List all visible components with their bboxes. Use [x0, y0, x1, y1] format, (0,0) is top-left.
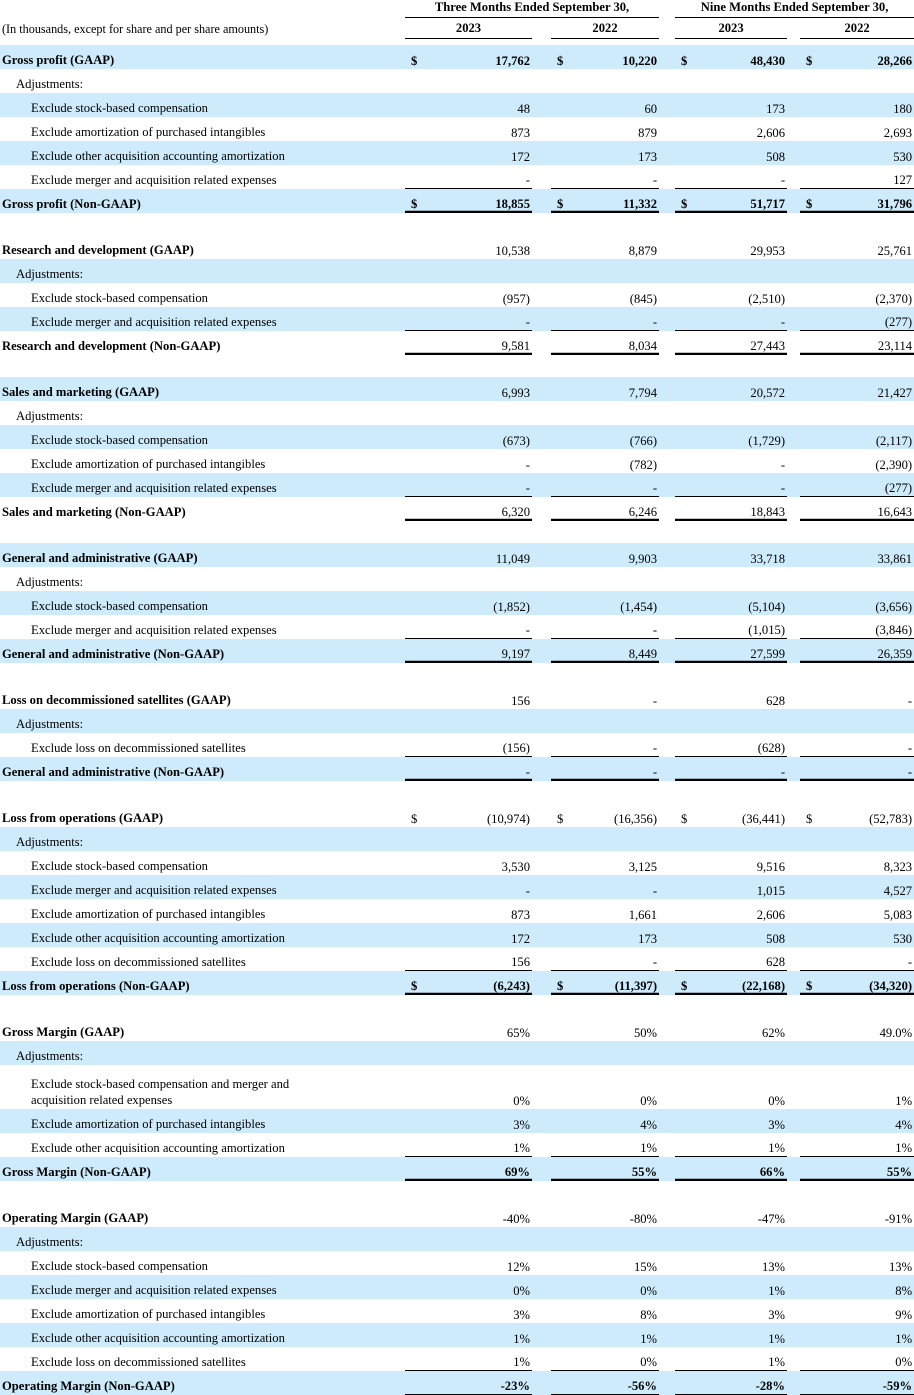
cell-value: 879: [638, 125, 658, 140]
cell-value: -: [573, 757, 659, 781]
cell-value: 1%: [699, 1323, 787, 1347]
cell-value: 20,572: [699, 377, 787, 401]
table-row: [0, 827, 914, 851]
cell-value: 11,332: [573, 189, 659, 213]
cell-value: 10,538: [495, 243, 530, 258]
currency-symbol: $: [806, 811, 813, 826]
row-label: General and administrative (GAAP): [0, 543, 405, 567]
table-row: [0, 803, 914, 827]
cell-value: -: [573, 307, 659, 331]
row-label: Exclude stock-based compensation: [0, 591, 405, 615]
row-label: Exclude loss on decommissioned satellites: [31, 954, 246, 969]
cell-value: (5,104): [699, 591, 787, 615]
table-row: [0, 283, 914, 307]
cell-value: 8,323: [883, 859, 913, 874]
cell-value: -: [431, 473, 532, 497]
table-row: [0, 259, 914, 283]
cell-value: 13%: [761, 1259, 786, 1274]
cell-value: 48,430: [699, 45, 787, 69]
cell-value: 17,762: [431, 45, 532, 69]
table-row: [0, 971, 914, 995]
cell-value: 4%: [824, 1109, 914, 1133]
table-row: [0, 1065, 914, 1109]
cell-value: (1,454): [573, 591, 659, 615]
cell-value: 1%: [895, 1093, 913, 1108]
cell-value: 1%: [824, 1323, 914, 1347]
cell-value: (6,243): [431, 971, 532, 995]
currency-symbol: $: [405, 45, 431, 69]
cell-value: 9,903: [573, 543, 659, 567]
row-label: Exclude merger and acquisition related expenses: [0, 473, 405, 497]
section-spacer: [0, 213, 914, 235]
adjustments-label: Adjustments:: [0, 259, 405, 283]
cell-value: 9,516: [756, 859, 786, 874]
cell-value: 0%: [573, 1275, 659, 1299]
units-note: (In thousands, except for share and per share amounts): [2, 21, 269, 36]
cell-value: 13%: [889, 1259, 913, 1274]
header-three-months: Three Months Ended September 30,: [405, 0, 659, 18]
row-label: Exclude merger and acquisition related expenses: [31, 622, 277, 637]
row-label: Exclude merger and acquisition related expenses: [0, 1275, 405, 1299]
row-label: Exclude amortization of purchased intangibles: [31, 1306, 266, 1321]
cell-value: -40%: [502, 1211, 530, 1226]
cell-value: 628: [766, 693, 786, 708]
cell-value: -: [824, 947, 914, 971]
currency-symbol: $: [800, 45, 824, 69]
header-group-row: [0, 0, 914, 18]
section-spacer: [0, 995, 914, 1017]
row-label: Exclude loss on decommissioned satellites: [31, 1354, 246, 1369]
cell-value: 0%: [513, 1093, 530, 1108]
cell-value: 21,427: [824, 377, 914, 401]
cell-value: -: [431, 307, 532, 331]
currency-symbol: $: [675, 45, 699, 69]
adjustments-label: Adjustments:: [0, 827, 405, 851]
cell-value: 1%: [699, 1275, 787, 1299]
cell-value: (22,168): [699, 971, 787, 995]
cell-value: -: [573, 947, 659, 971]
cell-value: 55%: [573, 1157, 659, 1181]
cell-value: (10,974): [486, 811, 530, 826]
cell-value: 5,083: [883, 907, 913, 922]
table-row: [0, 1251, 914, 1275]
adjustments-label: Adjustments:: [0, 1041, 405, 1065]
row-label: Gross profit (Non-GAAP): [0, 189, 405, 213]
cell-value: 0%: [573, 1347, 659, 1371]
table-row: [0, 141, 914, 165]
currency-symbol: $: [557, 811, 564, 826]
row-label: Exclude stock-based compensation: [31, 290, 208, 305]
header-year-q3-2022: 2022: [551, 18, 659, 39]
table-row: [0, 69, 914, 93]
cell-value: 6,246: [573, 497, 659, 521]
cell-value: -: [699, 757, 787, 781]
cell-value: 48: [431, 93, 532, 117]
row-label: Sales and marketing (GAAP): [0, 377, 405, 401]
cell-value: 3,125: [628, 859, 658, 874]
table-row: [0, 1371, 914, 1395]
adjustments-label: Adjustments:: [0, 1227, 405, 1251]
row-label: Exclude amortization of purchased intangibles: [31, 456, 266, 471]
cell-value: -: [573, 165, 659, 189]
cell-value: 173: [699, 93, 787, 117]
cell-value: 49.0%: [879, 1025, 913, 1040]
cell-value: 0%: [640, 1093, 658, 1108]
cell-value: 180: [824, 93, 914, 117]
section-spacer: [0, 1181, 914, 1203]
cell-value: 31,796: [824, 189, 914, 213]
row-label: Exclude merger and acquisition related expenses: [0, 875, 405, 899]
cell-value: 8%: [640, 1307, 658, 1322]
section-spacer: [0, 355, 914, 377]
table-row: [0, 615, 914, 639]
header-nine-months: Nine Months Ended September 30,: [675, 0, 914, 18]
row-label: Operating Margin (GAAP): [2, 1210, 149, 1225]
row-label: Loss from operations (Non-GAAP): [0, 971, 405, 995]
cell-value: 1%: [431, 1133, 532, 1157]
cell-value: 0%: [431, 1275, 532, 1299]
cell-value: -: [573, 615, 659, 639]
cell-value: 27,443: [699, 331, 787, 355]
currency-symbol: $: [551, 971, 573, 995]
cell-value: -: [907, 693, 913, 708]
cell-value: 2,606: [756, 907, 786, 922]
section-spacer: [0, 781, 914, 803]
cell-value: -: [525, 457, 530, 472]
cell-value: -56%: [573, 1371, 659, 1395]
cell-value: 27,599: [699, 639, 787, 663]
cell-value: -: [824, 757, 914, 781]
cell-value: 156: [511, 693, 530, 708]
cell-value: (782): [629, 457, 658, 472]
table-row: [0, 733, 914, 757]
row-label: Research and development (GAAP): [2, 242, 194, 257]
cell-value: -: [699, 473, 787, 497]
currency-symbol: $: [675, 189, 699, 213]
cell-value: -: [431, 875, 532, 899]
cell-value: -: [573, 473, 659, 497]
section-spacer: [0, 663, 914, 685]
currency-symbol: $: [405, 189, 431, 213]
table-row: [0, 1203, 914, 1227]
cell-value: 62%: [761, 1025, 786, 1040]
cell-value: -: [431, 757, 532, 781]
cell-value: 12%: [506, 1259, 530, 1274]
cell-value: 530: [824, 141, 914, 165]
row-label: Exclude stock-based compensation: [31, 1258, 208, 1273]
cell-value: 1,015: [699, 875, 787, 899]
row-label: Sales and marketing (Non-GAAP): [2, 504, 186, 519]
table-row: [0, 1347, 914, 1371]
currency-symbol: $: [675, 971, 699, 995]
table-row: [0, 1227, 914, 1251]
cell-value: 9%: [895, 1307, 913, 1322]
cell-value: -59%: [824, 1371, 914, 1395]
cell-value: (673): [431, 425, 532, 449]
table-row: [0, 189, 914, 213]
table-row: [0, 875, 914, 899]
table-row: [0, 947, 914, 971]
cell-value: (2,510): [748, 291, 786, 306]
table-row: [0, 543, 914, 567]
currency-symbol: $: [551, 189, 573, 213]
cell-value: 55%: [824, 1157, 914, 1181]
row-label: Exclude amortization of purchased intangibles: [0, 1109, 405, 1133]
table-row: [0, 1133, 914, 1157]
cell-value: 530: [824, 923, 914, 947]
cell-value: 1%: [699, 1133, 787, 1157]
cell-value: (1,852): [431, 591, 532, 615]
cell-value: -: [699, 165, 787, 189]
cell-value: 16,643: [824, 497, 914, 521]
cell-value: 18,855: [431, 189, 532, 213]
cell-value: (845): [629, 291, 658, 306]
cell-value: (277): [824, 307, 914, 331]
table-row: [0, 639, 914, 663]
table-row: [0, 497, 914, 521]
cell-value: 2,606: [756, 125, 786, 140]
currency-symbol: $: [800, 189, 824, 213]
cell-value: 3,530: [501, 859, 530, 874]
cell-value: 508: [699, 141, 787, 165]
cell-value: 28,266: [824, 45, 914, 69]
row-label: Research and development (Non-GAAP): [2, 338, 221, 353]
cell-value: 18,843: [699, 497, 787, 521]
cell-value: 172: [431, 141, 532, 165]
row-label: Exclude amortization of purchased intangibles: [31, 906, 266, 921]
cell-value: 60: [573, 93, 659, 117]
cell-value: -23%: [431, 1371, 532, 1395]
table-row: [0, 117, 914, 141]
row-label: Exclude loss on decommissioned satellites: [31, 740, 246, 755]
cell-value: 4%: [573, 1109, 659, 1133]
table-row: [0, 1323, 914, 1347]
cell-value: 1%: [573, 1133, 659, 1157]
row-label: Exclude merger and acquisition related expenses: [31, 172, 277, 187]
cell-value: 9,197: [431, 639, 532, 663]
row-label: Gross profit (GAAP): [0, 45, 405, 69]
cell-value: 23,114: [824, 331, 914, 355]
cell-value: (2,117): [824, 425, 914, 449]
table-row: [0, 449, 914, 473]
cell-value: 65%: [506, 1025, 530, 1040]
table-row: [0, 473, 914, 497]
cell-value: 8,879: [628, 243, 658, 258]
row-label: Loss from operations (GAAP): [2, 810, 164, 825]
cell-value: 8,449: [573, 639, 659, 663]
cell-value: -: [824, 733, 914, 757]
cell-value: (34,320): [824, 971, 914, 995]
table-row: [0, 331, 914, 355]
currency-symbol: $: [681, 811, 688, 826]
row-label: Exclude other acquisition accounting amortization: [0, 923, 405, 947]
row-label: General and administrative (Non-GAAP): [0, 757, 405, 781]
cell-value: -: [780, 457, 786, 472]
table-row: [0, 425, 914, 449]
row-label: Exclude stock-based compensation: [0, 425, 405, 449]
cell-value: (3,656): [824, 591, 914, 615]
cell-value: (16,356): [614, 811, 658, 826]
table-row: [0, 1041, 914, 1065]
cell-value: 1%: [824, 1133, 914, 1157]
cell-value: 10,220: [573, 45, 659, 69]
cell-value: 15%: [633, 1259, 658, 1274]
cell-value: -80%: [629, 1211, 658, 1226]
cell-value: 173: [573, 141, 659, 165]
row-label: Exclude merger and acquisition related expenses: [0, 307, 405, 331]
currency-symbol: $: [800, 971, 824, 995]
table-row: [0, 401, 914, 425]
row-label-line2: acquisition related expenses: [31, 1092, 173, 1107]
cell-value: 69%: [431, 1157, 532, 1181]
cell-value: -: [699, 307, 787, 331]
row-label: General and administrative (Non-GAAP): [0, 639, 405, 663]
cell-value: 127: [824, 165, 914, 189]
cell-value: 33,861: [824, 543, 914, 567]
adjustments-label: Adjustments:: [16, 76, 84, 91]
cell-value: (3,846): [824, 615, 914, 639]
currency-symbol: $: [551, 45, 573, 69]
cell-value: 508: [699, 923, 787, 947]
row-label: Exclude other acquisition accounting amortization: [0, 1323, 405, 1347]
cell-value: 8%: [824, 1275, 914, 1299]
currency-symbol: $: [405, 971, 431, 995]
table-row: [0, 235, 914, 259]
cell-value: 66%: [699, 1157, 787, 1181]
cell-value: 51,717: [699, 189, 787, 213]
table-row: [0, 307, 914, 331]
cell-value: 156: [431, 947, 532, 971]
cell-value: 3%: [431, 1109, 532, 1133]
row-label: Exclude other acquisition accounting amortization: [31, 1140, 285, 1155]
cell-value: -: [431, 165, 532, 189]
row-label: Operating Margin (Non-GAAP): [0, 1371, 405, 1395]
cell-value: (957): [502, 291, 530, 306]
header-year-ytd-2022: 2022: [800, 18, 914, 39]
cell-value: 1%: [431, 1347, 532, 1371]
cell-value: 9,581: [431, 331, 532, 355]
cell-value: 3%: [768, 1307, 786, 1322]
table-row: [0, 757, 914, 781]
cell-value: 2,693: [883, 125, 913, 140]
cell-value: (11,397): [573, 971, 659, 995]
cell-value: 1%: [699, 1347, 787, 1371]
cell-value: 3%: [513, 1307, 530, 1322]
cell-value: (2,370): [875, 291, 913, 306]
cell-value: -: [652, 693, 658, 708]
cell-value: (1,729): [699, 425, 787, 449]
table-row: [0, 899, 914, 923]
cell-value: 173: [573, 923, 659, 947]
cell-value: -: [573, 733, 659, 757]
section-spacer: [0, 521, 914, 543]
row-label: Loss on decommissioned satellites (GAAP): [2, 692, 231, 707]
table-row: [0, 1299, 914, 1323]
table-row: [0, 591, 914, 615]
row-label: Gross Margin (GAAP): [2, 1024, 125, 1039]
table-row: [0, 685, 914, 709]
row-label: Exclude stock-based compensation: [31, 858, 208, 873]
cell-value: 25,761: [877, 243, 913, 258]
cell-value: 50%: [633, 1025, 658, 1040]
cell-value: 3%: [699, 1109, 787, 1133]
row-label-line1: Exclude stock-based compensation and merger and: [31, 1077, 290, 1092]
cell-value: 0%: [768, 1093, 786, 1108]
table-row: [0, 1157, 914, 1181]
cell-value: 7,794: [573, 377, 659, 401]
cell-value: (156): [431, 733, 532, 757]
table-row: [0, 45, 914, 69]
table-row: [0, 567, 914, 591]
cell-value: 4,527: [824, 875, 914, 899]
cell-value: 1%: [573, 1323, 659, 1347]
cell-value: 6,320: [431, 497, 532, 521]
cell-value: 26,359: [824, 639, 914, 663]
table-row: [0, 923, 914, 947]
table-row: [0, 709, 914, 733]
cell-value: (1,015): [699, 615, 787, 639]
cell-value: -28%: [699, 1371, 787, 1395]
row-label: Gross Margin (Non-GAAP): [0, 1157, 405, 1181]
header-year-row: [0, 18, 914, 39]
cell-value: 172: [431, 923, 532, 947]
table-row: [0, 93, 914, 117]
cell-value: 873: [511, 125, 530, 140]
cell-value: -: [431, 615, 532, 639]
cell-value: 29,953: [750, 243, 786, 258]
adjustments-label: Adjustments:: [16, 574, 84, 589]
adjustments-label: Adjustments:: [16, 408, 84, 423]
cell-value: (2,390): [875, 457, 913, 472]
cell-value: (36,441): [742, 811, 786, 826]
cell-value: (277): [824, 473, 914, 497]
currency-symbol: $: [411, 811, 418, 826]
cell-value: -: [573, 875, 659, 899]
cell-value: 11,049: [431, 543, 532, 567]
row-label: [0, 1065, 405, 1109]
cell-value: (628): [699, 733, 787, 757]
table-row: [0, 1017, 914, 1041]
adjustments-label: Adjustments:: [0, 709, 405, 733]
cell-value: 6,993: [431, 377, 532, 401]
cell-value: 8,034: [573, 331, 659, 355]
cell-value: 0%: [824, 1347, 914, 1371]
header-year-q3-2023: 2023: [405, 18, 532, 39]
cell-value: (766): [573, 425, 659, 449]
row-label: Exclude amortization of purchased intangibles: [31, 124, 266, 139]
cell-value: 33,718: [699, 543, 787, 567]
row-label: Exclude stock-based compensation: [0, 93, 405, 117]
cell-value: -47%: [757, 1211, 786, 1226]
table-row: [0, 165, 914, 189]
cell-value: -91%: [884, 1211, 913, 1226]
cell-value: 873: [511, 907, 530, 922]
table-row: [0, 1109, 914, 1133]
header-year-ytd-2023: 2023: [675, 18, 787, 39]
table-row: [0, 377, 914, 401]
cell-value: 628: [699, 947, 787, 971]
table-row: [0, 1275, 914, 1299]
cell-value: 1%: [431, 1323, 532, 1347]
cell-value: 1,661: [628, 907, 658, 922]
row-label: Exclude other acquisition accounting amortization: [0, 141, 405, 165]
cell-value: (52,783): [869, 811, 913, 826]
table-row: [0, 851, 914, 875]
